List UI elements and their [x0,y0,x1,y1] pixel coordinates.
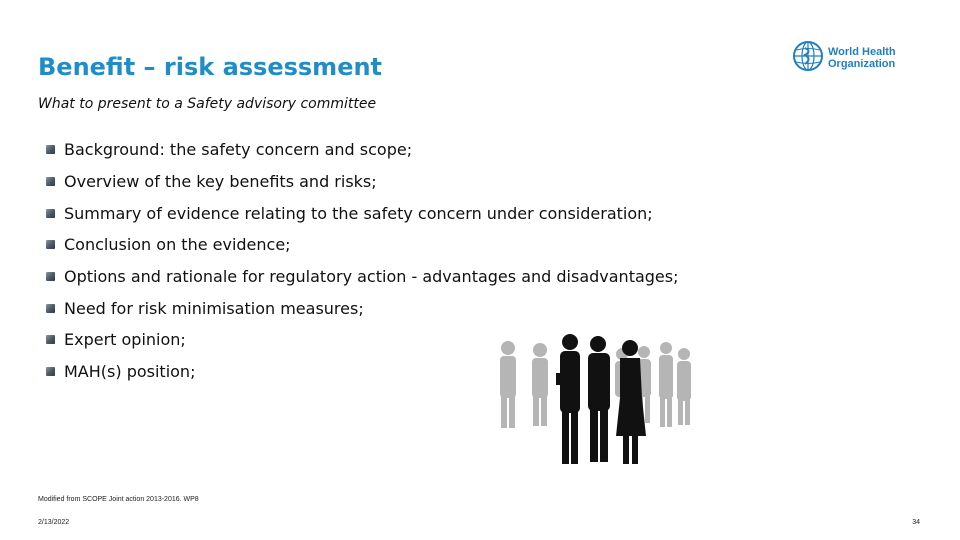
who-logo [792,40,896,76]
bullet-item [46,134,679,166]
bullet-icon [46,209,55,218]
bullet-text: Conclusion on the evidence; [64,235,291,255]
people-silhouettes-icon [496,328,696,472]
page-number: 34 [912,519,920,526]
bullet-text: Background: the safety concern and scope; [64,140,413,160]
who-logo-line2: Organization [828,58,896,70]
bullet-text: MAH(s) position; [64,362,196,382]
bullet-icon [46,335,55,344]
bullet-item [46,166,679,198]
bullet-text: Need for risk minimisation measures; [64,298,364,318]
bullet-icon [46,145,55,154]
bullet-icon [46,304,55,313]
bullet-text: Overview of the key benefits and risks; [64,172,377,192]
bullet-icon [46,367,55,376]
slide-subtitle: What to present to a Safety advisory committee [38,96,377,112]
bullet-icon [46,177,55,186]
bullet-text: Summary of evidence relating to the safety concern under consideration; [64,203,653,223]
slide-title: Benefit – risk assessment [38,53,383,81]
bullet-item [46,292,679,324]
bullet-icon [46,272,55,281]
bullet-item [46,229,679,261]
bullet-item [46,197,679,229]
bullet-icon [46,240,55,249]
source-note: Modified from SCOPE Joint action 2013-2016. WP8 [38,496,199,503]
bullet-item [46,261,679,293]
who-emblem-icon [792,40,824,76]
who-logo-line1: World Health [828,46,896,58]
bullet-text: Options and rationale for regulatory action - advantages and disadvantages; [64,267,679,287]
slide-date: 2/13/2022 [38,519,70,526]
bullet-text: Expert opinion; [64,330,186,350]
